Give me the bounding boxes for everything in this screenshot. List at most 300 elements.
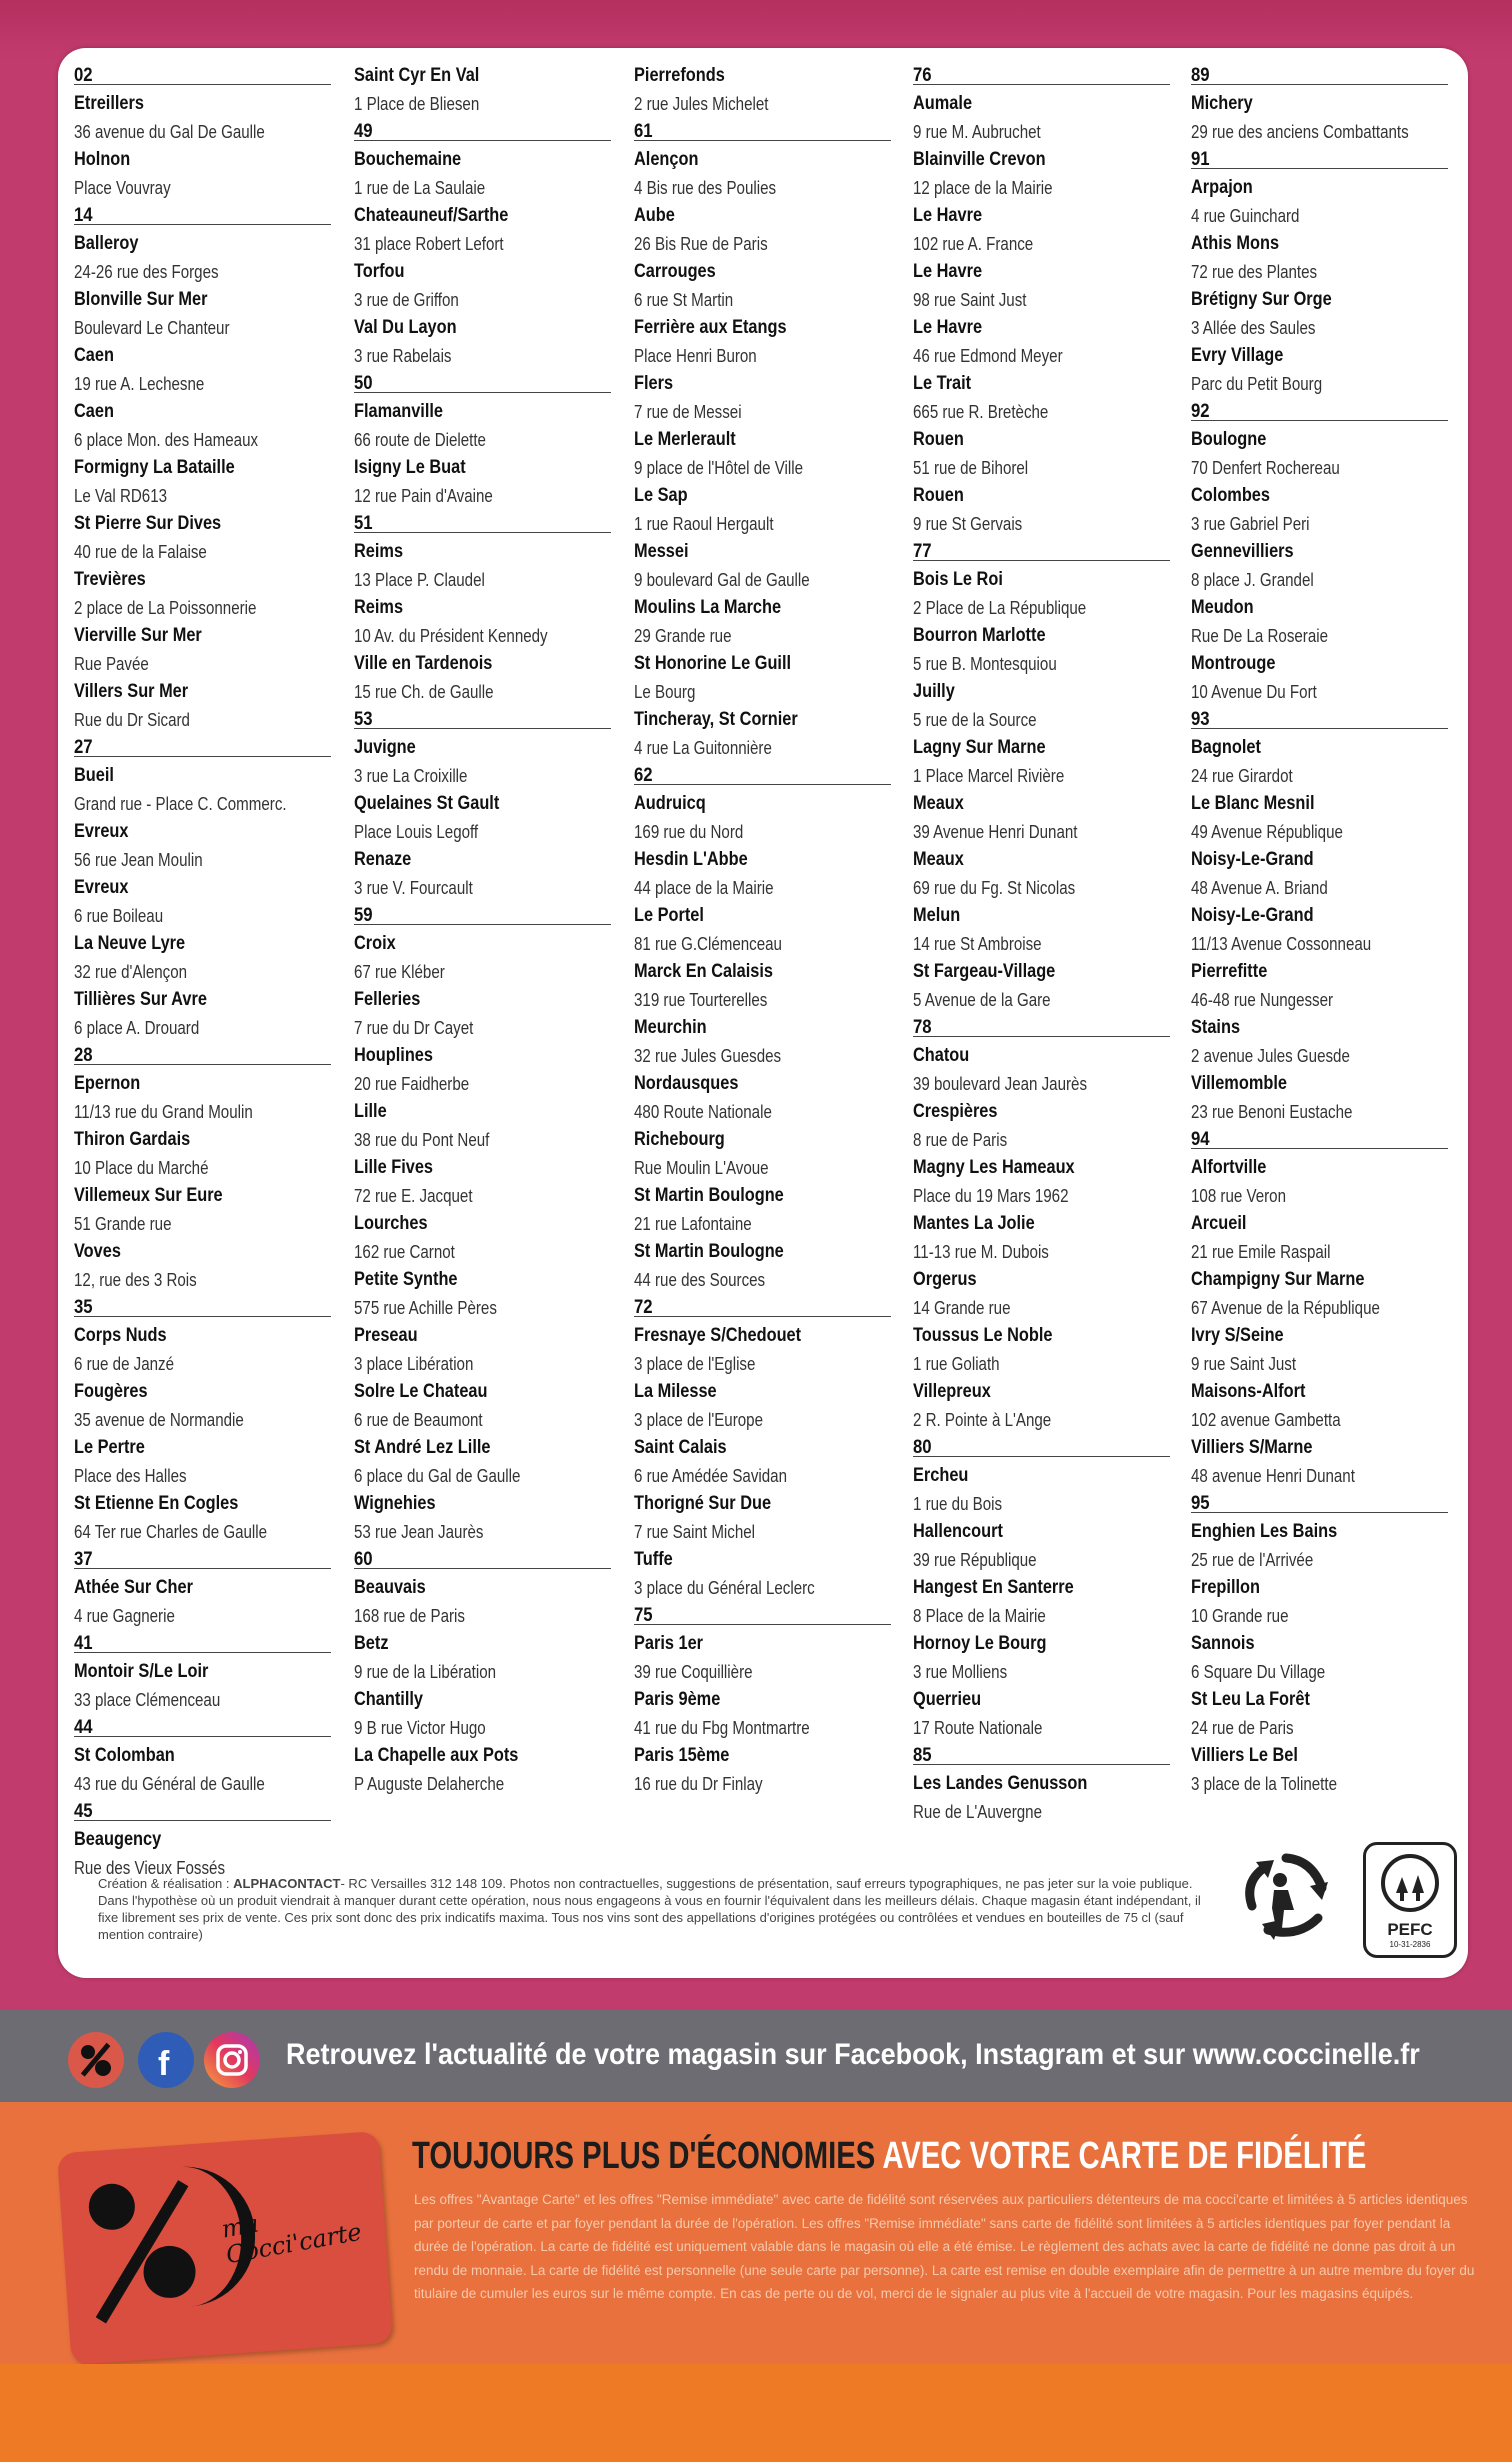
store-address: Boulevard Le Chanteur bbox=[74, 318, 230, 338]
store-city: Le Blanc Mesnil bbox=[1191, 793, 1315, 814]
store-city: St Martin Boulogne bbox=[634, 1241, 784, 1262]
store-address: P Auguste Delaherche bbox=[354, 1774, 505, 1794]
store-city: Michery bbox=[1191, 93, 1253, 114]
store-city: Betz bbox=[354, 1633, 389, 1654]
store-address: 11-13 rue M. Dubois bbox=[913, 1242, 1049, 1262]
store-address: 44 place de la Mairie bbox=[634, 878, 774, 898]
dept-block bbox=[74, 1042, 332, 1294]
store-address: 70 Denfert Rochereau bbox=[1191, 458, 1340, 478]
store-address: Rue des Vieux Fossés bbox=[74, 1858, 226, 1878]
store-city: Thorigné Sur Due bbox=[634, 1493, 772, 1514]
store-address: 36 avenue du Gal De Gaulle bbox=[74, 122, 265, 142]
store-address: 4 rue Guinchard bbox=[1191, 206, 1300, 226]
store-city: Enghien Les Bains bbox=[1191, 1521, 1338, 1542]
store-city: Audruicq bbox=[634, 793, 706, 814]
store-city: Trevières bbox=[74, 569, 146, 590]
store-address: 3 rue Molliens bbox=[913, 1662, 1008, 1682]
store-address: 21 rue Emile Raspail bbox=[1191, 1242, 1331, 1262]
store-city: Frepillon bbox=[1191, 1577, 1261, 1598]
store-address: 67 Avenue de la République bbox=[1191, 1298, 1380, 1318]
store-address: 5 rue de la Source bbox=[913, 710, 1037, 730]
store-address: Place des Halles bbox=[74, 1466, 187, 1486]
dept-block bbox=[913, 62, 1171, 538]
store-address: 1 rue du Bois bbox=[913, 1494, 1003, 1514]
store-city: Gennevilliers bbox=[1191, 541, 1294, 562]
store-city: St Honorine Le Guill bbox=[634, 653, 792, 674]
store-address: 51 Grande rue bbox=[74, 1214, 172, 1234]
store-city: St Martin Boulogne bbox=[634, 1185, 784, 1206]
dept-block bbox=[634, 1294, 892, 1602]
store-address: 9 boulevard Gal de Gaulle bbox=[634, 570, 810, 590]
store-city: Le Trait bbox=[913, 373, 972, 394]
dept-number: 14 bbox=[74, 202, 331, 225]
store-city: Nordausques bbox=[634, 1073, 739, 1094]
dept-number: 92 bbox=[1191, 398, 1448, 421]
store-city: Athis Mons bbox=[1191, 233, 1280, 254]
store-address: Place du 19 Mars 1962 bbox=[913, 1186, 1069, 1206]
store-city: Champigny Sur Marne bbox=[1191, 1269, 1365, 1290]
dept-block bbox=[74, 202, 332, 734]
store-city: Evreux bbox=[74, 821, 129, 842]
store-city: Vierville Sur Mer bbox=[74, 625, 202, 646]
store-city: Houplines bbox=[354, 1045, 433, 1066]
loyalty-title bbox=[412, 2137, 1366, 2175]
store-city: Formigny La Bataille bbox=[74, 457, 235, 478]
store-city: Caen bbox=[74, 345, 114, 366]
store-address: 4 Bis rue des Poulies bbox=[634, 178, 777, 198]
dept-block bbox=[354, 62, 612, 118]
store-city: Noisy-Le-Grand bbox=[1191, 849, 1314, 870]
store-address: Rue Pavée bbox=[74, 654, 149, 674]
store-address: 2 rue Jules Michelet bbox=[634, 94, 769, 114]
store-address: 6 rue St Martin bbox=[634, 290, 734, 310]
bottom-orange-strip bbox=[0, 2364, 1512, 2462]
store-address: 6 Square Du Village bbox=[1191, 1662, 1326, 1682]
store-city: Meudon bbox=[1191, 597, 1254, 618]
store-address: 25 rue de l'Arrivée bbox=[1191, 1550, 1314, 1570]
store-city: Petite Synthe bbox=[354, 1269, 458, 1290]
store-city: Val Du Layon bbox=[354, 317, 457, 338]
store-address: 3 rue Rabelais bbox=[354, 346, 452, 366]
store-city: Paris 15ème bbox=[634, 1745, 730, 1766]
store-address: 13 Place P. Claudel bbox=[354, 570, 485, 590]
store-city: Carrouges bbox=[634, 261, 716, 282]
dept-number: 95 bbox=[1191, 1490, 1448, 1513]
store-city: St Fargeau-Village bbox=[913, 961, 1056, 982]
store-city: Noisy-Le-Grand bbox=[1191, 905, 1314, 926]
store-address: 102 avenue Gambetta bbox=[1191, 1410, 1341, 1430]
store-city: Ercheu bbox=[913, 1465, 969, 1486]
instagram-icon[interactable] bbox=[204, 2032, 260, 2088]
store-city: Juvigne bbox=[354, 737, 416, 758]
dept-block bbox=[1191, 706, 1449, 1126]
store-city: Croix bbox=[354, 933, 396, 954]
store-address: 48 Avenue A. Briand bbox=[1191, 878, 1328, 898]
store-address: 6 rue Boileau bbox=[74, 906, 164, 926]
store-address: 10 Avenue Du Fort bbox=[1191, 682, 1317, 702]
store-city: Villemomble bbox=[1191, 1073, 1287, 1094]
store-city: Saint Calais bbox=[634, 1437, 727, 1458]
store-address: 26 Bis Rue de Paris bbox=[634, 234, 768, 254]
coccinelle-icon[interactable] bbox=[68, 2032, 124, 2088]
dept-block bbox=[1191, 1490, 1449, 1798]
store-city: Aumale bbox=[913, 93, 973, 114]
store-column-2 bbox=[354, 62, 612, 1798]
store-city: Maisons-Alfort bbox=[1191, 1381, 1306, 1402]
store-city: Paris 1er bbox=[634, 1633, 704, 1654]
store-directory bbox=[74, 62, 1464, 1878]
store-city: Evry Village bbox=[1191, 345, 1284, 366]
store-city: Arpajon bbox=[1191, 177, 1253, 198]
store-city: St Leu La Forêt bbox=[1191, 1689, 1310, 1710]
store-address: 480 Route Nationale bbox=[634, 1102, 772, 1122]
store-city: Boulogne bbox=[1191, 429, 1267, 450]
store-city: Arcueil bbox=[1191, 1213, 1247, 1234]
store-city: Stains bbox=[1191, 1017, 1241, 1038]
store-address: Place Vouvray bbox=[74, 178, 171, 198]
store-city: Flers bbox=[634, 373, 674, 394]
dept-number: 50 bbox=[354, 370, 611, 393]
store-address: 3 place de l'Eglise bbox=[634, 1354, 756, 1374]
pefc-code: 10-31-2836 bbox=[1389, 1940, 1431, 1949]
store-city: Chateauneuf/Sarthe bbox=[354, 205, 509, 226]
store-city: Voves bbox=[74, 1241, 121, 1262]
store-address: 29 rue des anciens Combattants bbox=[1191, 122, 1409, 142]
dept-number: 89 bbox=[1191, 62, 1448, 85]
dept-block bbox=[74, 1798, 332, 1882]
store-city: Caen bbox=[74, 401, 114, 422]
store-city: Melun bbox=[913, 905, 961, 926]
store-address: Le Val RD613 bbox=[74, 486, 168, 506]
store-address: 53 rue Jean Jaurès bbox=[354, 1522, 484, 1542]
store-address: 3 place Libération bbox=[354, 1354, 474, 1374]
store-address: 6 place A. Drouard bbox=[74, 1018, 200, 1038]
store-address: 69 rue du Fg. St Nicolas bbox=[913, 878, 1076, 898]
store-address: 169 rue du Nord bbox=[634, 822, 744, 842]
store-address: 46-48 rue Nungesser bbox=[1191, 990, 1334, 1010]
dept-number: 27 bbox=[74, 734, 331, 757]
store-address: 319 rue Tourterelles bbox=[634, 990, 768, 1010]
store-city: Pierrefonds bbox=[634, 65, 725, 86]
store-address: 6 rue de Beaumont bbox=[354, 1410, 483, 1430]
store-city: Thiron Gardais bbox=[74, 1129, 191, 1150]
dept-block bbox=[913, 538, 1171, 1014]
store-address: 46 rue Edmond Meyer bbox=[913, 346, 1063, 366]
store-address: 6 place du Gal de Gaulle bbox=[354, 1466, 521, 1486]
dept-number: 41 bbox=[74, 1630, 331, 1653]
dept-number: 76 bbox=[913, 62, 1170, 85]
store-address: 48 avenue Henri Dunant bbox=[1191, 1466, 1355, 1486]
store-city: Rouen bbox=[913, 485, 964, 506]
store-address: 72 rue des Plantes bbox=[1191, 262, 1318, 282]
store-address: 21 rue Lafontaine bbox=[634, 1214, 752, 1234]
store-address: 19 rue A. Lechesne bbox=[74, 374, 205, 394]
store-city: Aube bbox=[634, 205, 675, 226]
store-city: Colombes bbox=[1191, 485, 1270, 506]
store-address: 20 rue Faidherbe bbox=[354, 1074, 470, 1094]
dept-number: 49 bbox=[354, 118, 611, 141]
loyalty-terms: Les offres "Avantage Carte" et les offres "Remise immédiate" avec carte de fidélité sont réservées aux particuliers détenteurs de ma cocci'carte et limitées à 5 articles identiques par porteur de carte et par foyer pendant la durée de l'opération. Les offres "Remise immédiate" sans carte de fidélité sont limitées à 5 articles identiques par foyer pendant la durée de l'opération. La carte de fidélité est uniquement valable dans le magasin où elle a été émise. Le règlement des achats avec la carte de fidélité ne donne pas droit à un rendu de monnaie. La carte de fidélité est personnelle (une seule carte par personne). La carte est remise en double exemplaire afin de permettre à un autre membre du foyer du titulaire de cumuler les euros sur le même compte. En cas de perte ou de vol, merci de le signaler au plus vite à l'accueil de votre magasin. Pour les magasins équipés. bbox=[414, 2192, 1475, 2301]
store-city: Moulins La Marche bbox=[634, 597, 782, 618]
store-city: Bouchemaine bbox=[354, 149, 462, 170]
store-address: 5 rue B. Montesquiou bbox=[913, 654, 1057, 674]
store-city: Le Havre bbox=[913, 317, 983, 338]
store-city: Flamanville bbox=[354, 401, 444, 422]
store-city: Le Merlerault bbox=[634, 429, 736, 450]
dept-number: 37 bbox=[74, 1546, 331, 1569]
store-city: Les Landes Genusson bbox=[913, 1773, 1088, 1794]
store-address: 38 rue du Pont Neuf bbox=[354, 1130, 490, 1150]
store-address: 35 avenue de Normandie bbox=[74, 1410, 244, 1430]
store-city: Meurchin bbox=[634, 1017, 707, 1038]
store-address: 9 rue Saint Just bbox=[1191, 1354, 1297, 1374]
store-city: Rouen bbox=[913, 429, 964, 450]
store-address: 32 rue d'Alençon bbox=[74, 962, 188, 982]
store-city: Reims bbox=[354, 597, 404, 618]
legal-text: - RC Versailles 312 148 109. Photos non contractuelles, suggestions de présentation, sauf erreurs typographiques, ne pas jeter sur la voie publique. Dans l'hypothèse où un produit viendrait à manquer durant cette opération, nous nous engageons à vous en fournir l'équivalent dans les meilleurs délais. Chaque magasin étant indépendant, il fixe librement ses prix de vente. Ces prix sont donc des prix indicatifs maxima. Tous nos vins sont des appellations d'origines protégées ou contrôlées et vendues en bouteilles de 75 cl (sauf mention contraire) bbox=[98, 1876, 1201, 1942]
dept-block bbox=[1191, 1126, 1449, 1490]
store-city: Lille bbox=[354, 1101, 387, 1122]
store-address: 162 rue Carnot bbox=[354, 1242, 455, 1262]
store-city: Magny Les Hameaux bbox=[913, 1157, 1075, 1178]
store-city: Bagnolet bbox=[1191, 737, 1261, 758]
store-city: St André Lez Lille bbox=[354, 1437, 491, 1458]
store-address: 3 rue V. Fourcault bbox=[354, 878, 473, 898]
dept-block bbox=[1191, 62, 1449, 146]
dept-block bbox=[634, 762, 892, 1294]
store-city: Bois Le Roi bbox=[913, 569, 1003, 590]
store-address: 67 rue Kléber bbox=[354, 962, 445, 982]
dept-block bbox=[74, 1714, 332, 1798]
dept-number: 91 bbox=[1191, 146, 1448, 169]
store-address: 98 rue Saint Just bbox=[913, 290, 1027, 310]
store-address: 1 Place de Bliesen bbox=[354, 94, 480, 114]
store-address: 7 rue Saint Michel bbox=[634, 1522, 756, 1542]
store-city: Paris 9ème bbox=[634, 1689, 721, 1710]
dept-block bbox=[1191, 146, 1449, 398]
store-city: Hornoy Le Bourg bbox=[913, 1633, 1047, 1654]
store-city: Tillières Sur Avre bbox=[74, 989, 207, 1010]
store-city: Quelaines St Gault bbox=[354, 793, 500, 814]
store-city: Beaugency bbox=[74, 1829, 162, 1850]
store-address: 9 B rue Victor Hugo bbox=[354, 1718, 486, 1738]
store-address: 8 Place de la Mairie bbox=[913, 1606, 1046, 1626]
store-city: La Neuve Lyre bbox=[74, 933, 186, 954]
dept-number: 94 bbox=[1191, 1126, 1448, 1149]
dept-block bbox=[74, 734, 332, 1042]
dept-number: 45 bbox=[74, 1798, 331, 1821]
loyalty-card-image bbox=[57, 2131, 393, 2365]
pefc-icon bbox=[1363, 1842, 1457, 1958]
dept-number: 44 bbox=[74, 1714, 331, 1737]
card-dot bbox=[87, 2182, 136, 2231]
facebook-icon[interactable] bbox=[138, 2032, 194, 2088]
store-address: 6 rue de Janzé bbox=[74, 1354, 175, 1374]
store-city: Epernon bbox=[74, 1073, 141, 1094]
dept-number: 93 bbox=[1191, 706, 1448, 729]
store-city: Preseau bbox=[354, 1325, 418, 1346]
store-address: 8 rue de Paris bbox=[913, 1130, 1008, 1150]
store-address: 39 Avenue Henri Dunant bbox=[913, 822, 1078, 842]
store-city: Blainville Crevon bbox=[913, 149, 1046, 170]
dept-number: 53 bbox=[354, 706, 611, 729]
store-city: Tincheray, St Cornier bbox=[634, 709, 798, 730]
store-address: 10 Place du Marché bbox=[74, 1158, 209, 1178]
store-address: Grand rue - Place C. Commerc. bbox=[74, 794, 287, 814]
store-city: Ferrière aux Etangs bbox=[634, 317, 787, 338]
store-city: Richebourg bbox=[634, 1129, 725, 1150]
dept-number: 59 bbox=[354, 902, 611, 925]
store-city: Orgerus bbox=[913, 1269, 977, 1290]
store-address: 24 rue de Paris bbox=[1191, 1718, 1294, 1738]
dept-block bbox=[634, 118, 892, 762]
store-city: Villemeux Sur Eure bbox=[74, 1185, 223, 1206]
store-address: 168 rue de Paris bbox=[354, 1606, 465, 1626]
legal-notice bbox=[98, 1875, 1208, 1943]
recycle-icon bbox=[1234, 1848, 1340, 1942]
store-city: Hesdin L'Abbe bbox=[634, 849, 748, 870]
store-city: Holnon bbox=[74, 149, 131, 170]
dept-number: 02 bbox=[74, 62, 331, 85]
store-city: Saint Cyr En Val bbox=[354, 65, 480, 86]
store-address: 23 rue Benoni Eustache bbox=[1191, 1102, 1353, 1122]
store-address: 5 Avenue de la Gare bbox=[913, 990, 1051, 1010]
store-city: Fougères bbox=[74, 1381, 148, 1402]
store-city: Beauvais bbox=[354, 1577, 426, 1598]
store-address: Parc du Petit Bourg bbox=[1191, 374, 1323, 394]
dept-number: 62 bbox=[634, 762, 891, 785]
store-address: 2 R. Pointe à L'Ange bbox=[913, 1410, 1052, 1430]
dept-block bbox=[913, 1434, 1171, 1742]
store-city: Brétigny Sur Orge bbox=[1191, 289, 1332, 310]
store-city: Renaze bbox=[354, 849, 412, 870]
agency-brand: ALPHACONTACT bbox=[233, 1876, 341, 1891]
store-column-5 bbox=[1191, 62, 1449, 1798]
store-address: 12 rue Pain d'Avaine bbox=[354, 486, 493, 506]
store-city: Messei bbox=[634, 541, 689, 562]
dept-block bbox=[913, 1742, 1171, 1826]
store-address: 2 Place de La République bbox=[913, 598, 1087, 618]
store-address: 72 rue E. Jacquet bbox=[354, 1186, 473, 1206]
store-address: 575 rue Achille Pères bbox=[354, 1298, 497, 1318]
card-name: ma Cocci'carte bbox=[219, 2209, 364, 2270]
dept-number: 51 bbox=[354, 510, 611, 533]
dept-block bbox=[354, 510, 612, 706]
store-address: 2 place de La Poissonnerie bbox=[74, 598, 257, 618]
dept-number: 35 bbox=[74, 1294, 331, 1317]
store-address: 3 rue Gabriel Peri bbox=[1191, 514, 1310, 534]
dept-number: 77 bbox=[913, 538, 1170, 561]
store-city: Hallencourt bbox=[913, 1521, 1003, 1542]
store-city: Blonville Sur Mer bbox=[74, 289, 208, 310]
store-city: Balleroy bbox=[74, 233, 139, 254]
store-city: Villiers Le Bel bbox=[1191, 1745, 1298, 1766]
store-address: 39 rue République bbox=[913, 1550, 1037, 1570]
legal-prefix: Création & réalisation : bbox=[98, 1876, 234, 1891]
dept-block bbox=[354, 1546, 612, 1798]
dept-block bbox=[74, 1294, 332, 1546]
store-city: Bourron Marlotte bbox=[913, 625, 1046, 646]
store-city: Montoir S/Le Loir bbox=[74, 1661, 209, 1682]
store-city: Sannois bbox=[1191, 1633, 1255, 1654]
store-city: Le Havre bbox=[913, 205, 983, 226]
store-address: 15 rue Ch. de Gaulle bbox=[354, 682, 494, 702]
store-column-4 bbox=[913, 62, 1171, 1826]
dept-block bbox=[354, 118, 612, 370]
store-city: Mantes La Jolie bbox=[913, 1213, 1035, 1234]
store-city: Juilly bbox=[913, 681, 955, 702]
store-city: Corps Nuds bbox=[74, 1325, 167, 1346]
store-address: Rue Moulin L'Avoue bbox=[634, 1158, 769, 1178]
dept-block bbox=[354, 706, 612, 902]
store-address: 10 Grande rue bbox=[1191, 1606, 1289, 1626]
store-address: 39 boulevard Jean Jaurès bbox=[913, 1074, 1087, 1094]
store-address: 3 place du Général Leclerc bbox=[634, 1578, 815, 1598]
svg-text:f: f bbox=[158, 2045, 170, 2083]
store-address: 44 rue des Sources bbox=[634, 1270, 766, 1290]
dept-number: 75 bbox=[634, 1602, 891, 1625]
store-city: Pierrefitte bbox=[1191, 961, 1268, 982]
store-city: Felleries bbox=[354, 989, 421, 1010]
store-address: 2 avenue Jules Guesde bbox=[1191, 1046, 1350, 1066]
store-address: 32 rue Jules Guesdes bbox=[634, 1046, 782, 1066]
store-address: 14 rue St Ambroise bbox=[913, 934, 1042, 954]
store-city: Solre Le Chateau bbox=[354, 1381, 488, 1402]
store-address: 17 Route Nationale bbox=[913, 1718, 1043, 1738]
store-address: 64 Ter rue Charles de Gaulle bbox=[74, 1522, 268, 1542]
store-city: St Etienne En Cogles bbox=[74, 1493, 239, 1514]
store-address: 1 rue de La Saulaie bbox=[354, 178, 486, 198]
store-city: Evreux bbox=[74, 877, 129, 898]
dept-block bbox=[1191, 398, 1449, 706]
store-city: La Chapelle aux Pots bbox=[354, 1745, 519, 1766]
dept-block bbox=[913, 1014, 1171, 1434]
store-address: Le Bourg bbox=[634, 682, 696, 702]
store-address: 40 rue de la Falaise bbox=[74, 542, 207, 562]
store-address: 1 rue Raoul Hergault bbox=[634, 514, 774, 534]
store-address: 66 route de Dielette bbox=[354, 430, 486, 450]
store-city: Le Sap bbox=[634, 485, 688, 506]
store-city: Le Portel bbox=[634, 905, 704, 926]
dept-number: 85 bbox=[913, 1742, 1170, 1765]
store-address: 10 Av. du Président Kennedy bbox=[354, 626, 548, 646]
store-address: 39 rue Coquillière bbox=[634, 1662, 753, 1682]
store-city: Le Pertre bbox=[74, 1437, 145, 1458]
store-address: 665 rue R. Bretèche bbox=[913, 402, 1049, 422]
store-city: Chantilly bbox=[354, 1689, 424, 1710]
store-address: 6 rue Amédée Savidan bbox=[634, 1466, 787, 1486]
store-city: La Milesse bbox=[634, 1381, 717, 1402]
store-address: 3 Allée des Saules bbox=[1191, 318, 1316, 338]
dept-number: 78 bbox=[913, 1014, 1170, 1037]
store-address: 4 rue Gagnerie bbox=[74, 1606, 175, 1626]
store-city: Villers Sur Mer bbox=[74, 681, 189, 702]
store-city: Meaux bbox=[913, 849, 964, 870]
store-address: 9 rue M. Aubruchet bbox=[913, 122, 1041, 142]
store-address: 14 Grande rue bbox=[913, 1298, 1011, 1318]
store-address: 11/13 rue du Grand Moulin bbox=[74, 1102, 253, 1122]
dept-block bbox=[354, 902, 612, 1546]
store-address: 3 place de la Tolinette bbox=[1191, 1774, 1337, 1794]
store-city: Marck En Calaisis bbox=[634, 961, 773, 982]
store-city: Hangest En Santerre bbox=[913, 1577, 1074, 1598]
store-address: 29 Grande rue bbox=[634, 626, 732, 646]
store-address: 12, rue des 3 Rois bbox=[74, 1270, 197, 1290]
store-city: Le Havre bbox=[913, 261, 983, 282]
store-city: Reims bbox=[354, 541, 404, 562]
store-address: 51 rue de Bihorel bbox=[913, 458, 1029, 478]
store-address: 102 rue A. France bbox=[913, 234, 1034, 254]
